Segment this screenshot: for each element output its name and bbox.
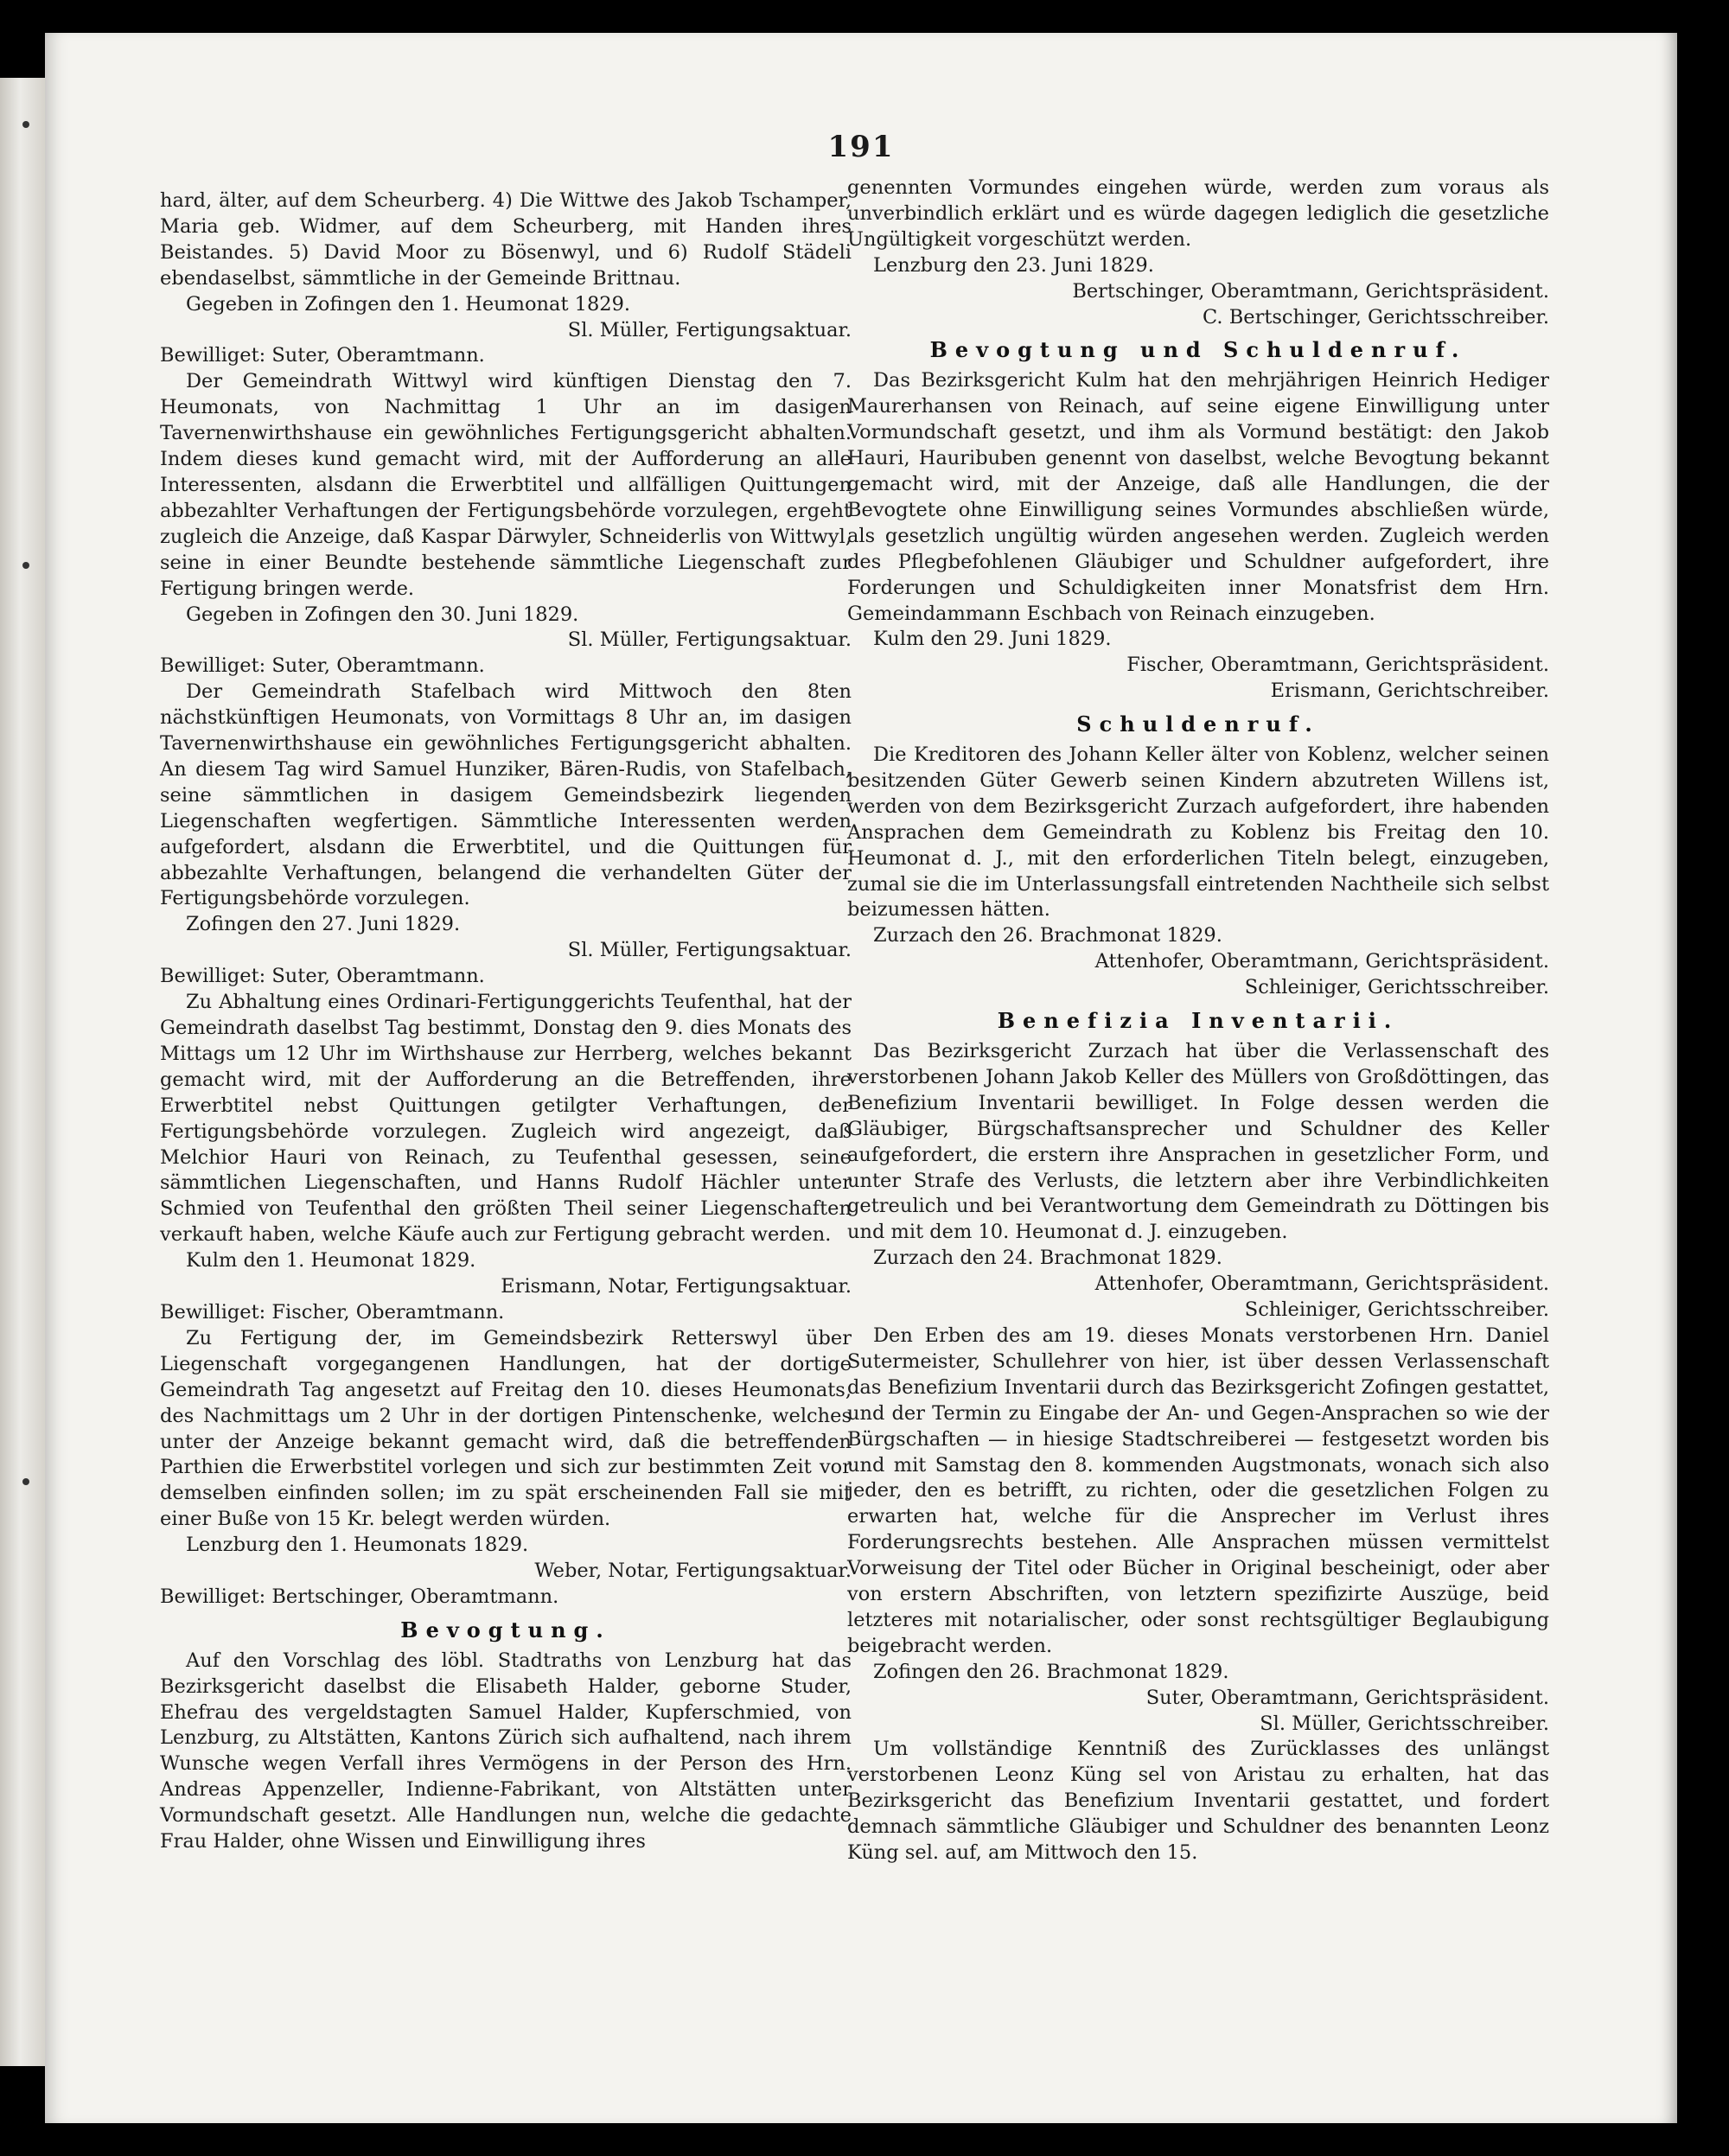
notice-paragraph: Kulm den 1. Heumonat 1829. — [186, 1249, 476, 1273]
signature-line: Attenhofer, Oberamtmann, Gerichtspräsident. — [1094, 1273, 1549, 1296]
notice-paragraph: Lenzburg den 23. Juni 1829. — [873, 253, 1154, 277]
notice-paragraph: Der Gemeindrath Stafelbach wird Mittwoch den 8ten nächstkünftigen Heumonats, von Vormittags 8 Uhr an, im dasigen Tavernenwirthshause ein gewöhnliches Fertigungsgericht abhalten. An diesem Tag wird Samuel Hunziker, Bären-Rudis, von Stafelbach, seine sämmtlichen in dasigem Gemeindsbezirk liegenden Liegenschaften wegfertigen. Sämmtliche Interessenten werden aufgefordert, alsdann die Erwerbtitel, und die Quittungen für abbezahlte Verhaftungen, belangend die verhandelten Güter der Fertigungsbehörde vorzulegen. — [160, 680, 852, 910]
signature-line: Sl. Müller, Gerichtsschreiber. — [1260, 1712, 1549, 1735]
section-heading: Schuldenruf. — [1076, 711, 1320, 737]
newspaper-page — [45, 33, 1677, 2123]
notice-paragraph: Die Kreditoren des Johann Keller älter von Koblenz, welcher seinen besitzenden Güter Gewerb seinen Kindern abzutreten Willens ist, werden von dem Bezirksgericht Zurzach aufgefordert, ihre habenden Ansprachen dem Gemeindrath zu Koblenz bis Freitag den 10. Heumonat d. J., mit den erforderlichen Titeln belegt, einzugeben, zumal sie die im Unterlassungsfall eintretenden Nachtheile sich selbst beizumessen hätten. — [847, 743, 1549, 922]
text-paragraph: Bewilliget: Fischer, Oberamtmann. — [160, 1300, 505, 1324]
notice-paragraph: Gegeben in Zofingen den 1. Heumonat 1829. — [186, 292, 631, 316]
signature-line: Suter, Oberamtmann, Gerichtspräsident. — [1145, 1686, 1549, 1709]
notice-paragraph: Auf den Vorschlag des löbl. Stadtraths von Lenzburg hat das Bezirksgericht daselbst die Elisabeth Halder, geborne Studer, Ehefrau des vergeldstagten Samuel Halder, Kupferschmied, von Lenzburg, zu Altstätten, Kantons Zürich sich aufhaltend, nach ihrem Wunsche wegen Verfall ihres Vermögens in der Person des Hrn. Andreas Appenzeller, Indienne-Fabrikant, von Altstätten unter Vormundschaft gesetzt. Alle Handlungen nun, welche die gedachte Frau Halder, ohne Wissen und Einwilligung ihres — [160, 1649, 852, 1853]
section-heading: Bevogtung. — [400, 1617, 611, 1643]
notice-paragraph: Der Gemeindrath Wittwyl wird künftigen Dienstag den 7. Heumonats, von Nachmittag 1 Uhr an im dasigen Tavernenwirthshause ein gewöhnliches Fertigungsgericht abhalten. Indem dieses kund gemacht wird, mit der Aufforderung an alle Interessenten, alsdann die Erwerbtitel und allfälligen Quittungen abbezahlter Verhaftungen der Fertigungsbehörde vorzulegen, ergeht zugleich die Anzeige, daß Kaspar Därwyler, Schneiderlis von Wittwyl, seine in einer Beundte bestehende sämmtliche Liegenschaft zur Fertigung bringen werde. — [160, 370, 852, 600]
signature-line: C. Bertschinger, Gerichtsschreiber. — [1203, 305, 1549, 329]
notice-paragraph: Das Bezirksgericht Kulm hat den mehrjährigen Heinrich Hediger Maurerhansen von Reinach, auf seine eigene Einwilligung unter Vormundschaft gesetzt, und ihm als Vormund bestätigt: den Jakob Hauri, Hauribuben genennt von daselbst, welche Bevogtung bekannt gemacht wird, mit der Anzeige, daß alle Handlungen, die der Bevogtete ohne Einwilligung seines Vormundes abschließen würde, als gesetzlich ungültig würden angesehen werden. Zugleich werden des Pflegbefohlenen Gläubiger und Schuldner aufgefordert, ihre Forderungen und Schuldigkeiten inner Monatsfrist dem Hrn. Gemeindammann Eschbach von Reinach einzugeben. — [847, 369, 1549, 625]
signature-line: Erismann, Gerichtschreiber. — [1270, 679, 1549, 703]
notice-paragraph: Gegeben in Zofingen den 30. Juni 1829. — [186, 603, 579, 626]
signature-line: Attenhofer, Oberamtmann, Gerichtspräsident. — [1094, 950, 1549, 973]
section-heading: Benefizia Inventarii. — [997, 1008, 1400, 1034]
signature-line: Bertschinger, Oberamtmann, Gerichtspräsident. — [1072, 279, 1549, 303]
signature-line: Erismann, Notar, Fertigungsaktuar. — [501, 1275, 852, 1298]
notice-paragraph: Kulm den 29. Juni 1829. — [873, 628, 1112, 651]
notice-paragraph: Lenzburg den 1. Heumonats 1829. — [186, 1534, 529, 1557]
signature-line: Sl. Müller, Fertigungsaktuar. — [567, 628, 852, 652]
right-column — [847, 175, 1549, 1866]
notice-paragraph: Zofingen den 26. Brachmonat 1829. — [873, 1660, 1229, 1683]
text-paragraph: Bewilliget: Suter, Oberamtmann. — [160, 654, 485, 678]
signature-line: Sl. Müller, Fertigungsaktuar. — [567, 939, 852, 962]
signature-line: Weber, Notar, Fertigungsaktuar. — [534, 1560, 852, 1583]
notice-paragraph: Den Erben des am 19. dieses Monats verstorbenen Hrn. Daniel Sutermeister, Schullehrer von hier, ist über dessen Verlassenschaft das Benefizium Inventarii durch das Bezirksgericht Zofingen gestattet, und der Termin zu Eingabe der An- und Gegen-Ansprachen so wie der Bürgschaften — in hiesige Stadtschreiberei — festgesetzt worden bis und mit Samstag den 8. kommenden Augstmonats, wonach sich also jeder, den es betrifft, zu richten, oder die gesetzlichen Folgen zu erwarten hat, welche für die Ansprecher im Verlust ihres Forderungsrechts bestehen. Alle Ansprachen müssen vermittelst Vorweisung der Titel oder Bücher in Original bescheinigt, oder aber von erstern Abschriften, von letztern spezifizirte Auszüge, beid letzteres mit notarialischer, oder sonst rechtsgültiger Beglaubigung beigebracht werden. — [847, 1324, 1549, 1657]
signature-line: Sl. Müller, Fertigungsaktuar. — [567, 318, 852, 341]
signature-line: Fischer, Oberamtmann, Gerichtspräsident. — [1126, 654, 1549, 677]
notice-paragraph: Um vollständige Kenntniß des Zurücklasses des unlängst verstorbenen Leonz Küng sel von Aristau zu erhalten, hat das Bezirksgericht das Benefizium Inventarii gestattet, und fordert demnach sämmtliche Gläubiger und Schuldner des benannten Leonz Küng sel. auf, am Mittwoch den 15. — [847, 1738, 1549, 1865]
notice-paragraph: Zurzach den 24. Brachmonat 1829. — [873, 1247, 1222, 1270]
notice-paragraph: Zurzach den 26. Brachmonat 1829. — [873, 924, 1222, 947]
signature-line: Schleiniger, Gerichtsschreiber. — [1244, 1298, 1549, 1322]
gutter-mark — [22, 1478, 29, 1485]
text-paragraph: Bewilliget: Suter, Oberamtmann. — [160, 344, 485, 367]
left-column — [160, 188, 852, 1855]
text-paragraph: Bewilliget: Bertschinger, Oberamtmann. — [160, 1585, 559, 1608]
text-paragraph: genennten Vormundes eingehen würde, werden zum voraus als unverbindlich erklärt und es würde dagegen lediglich die gesetzliche Ungültigkeit vorgeschützt werden. — [847, 176, 1549, 251]
notice-paragraph: Das Bezirksgericht Zurzach hat über die Verlassenschaft des verstorbenen Johann Jakob Keller des Müllers von Großdöttingen, das Benefizium Inventarii bewilliget. In Folge dessen werden die Gläubiger, Bürgschaftsansprecher und Schuldner des Keller aufgefordert, die erstern ihre Ansprachen in gesetzlicher Form, und unter Strafe des Verlusts, die letztern aber ihre Verbindlichkeiten getreulich und bei Verantwortung dem Gemeindrath zu Döttingen bis und mit dem 10. Heumonat d. J. einzugeben. — [847, 1040, 1549, 1244]
notice-paragraph: Zu Fertigung der, im Gemeindsbezirk Retterswyl über Liegenschaft vorgegangenen Handlungen, hat der dortige Gemeindrath Tag angesetzt auf Freitag den 10. dieses Heumonats, des Nachmittags um 2 Uhr in der dortigen Pintenschenke, welches unter der Anzeige bekannt gemacht wird, daß die betreffenden Parthien die Erwerbstitel vorlegen und sich zur bestimmten Zeit vor demselben einfinden sollen; im zu spät erscheinenden Fall sie mit einer Buße von 15 Kr. belegt werden würden. — [160, 1326, 852, 1531]
notice-paragraph: Zofingen den 27. Juni 1829. — [186, 913, 461, 936]
text-paragraph: hard, älter, auf dem Scheurberg. 4) Die Wittwe des Jakob Tschamper, Maria geb. Widmer, auf dem Scheurberg, mit Handen ihres Beistandes. 5) David Moor zu Bösenwyl, und 6) Rudolf Städeli ebendaselbst, sämmtliche in der Gemeinde Brittnau. — [160, 189, 852, 290]
gutter-mark — [22, 562, 29, 569]
section-heading: Bevogtung und Schuldenruf. — [929, 337, 1467, 363]
signature-line: Schleiniger, Gerichtsschreiber. — [1244, 976, 1549, 999]
page-number: 191 — [827, 130, 895, 164]
book-gutter — [0, 78, 45, 2066]
text-paragraph: Bewilliget: Suter, Oberamtmann. — [160, 965, 485, 988]
gutter-mark — [22, 121, 29, 128]
notice-paragraph: Zu Abhaltung eines Ordinari-Fertigunggerichts Teufenthal, hat der Gemeindrath daselbst Tag bestimmt, Donstag den 9. dies Monats des Mittags um 12 Uhr im Wirthshause zur Herrberg, welches bekannt gemacht wird, mit der Aufforderung an die Betreffenden, ihre Erwerbtitel nebst Quittungen getilgter Verhaftungen, der Fertigungsbehörde vorzulegen. Zugleich wird angezeigt, daß Melchior Hauri von Reinach, zu Teufenthal gesessen, seine sämmtlichen Liegenschaften, und Hanns Rudolf Hächler unter Schmied von Teufenthal den größten Theil seiner Liegenschaften verkauft haben, welche Käufe auch zur Fertigung gebracht werden. — [160, 991, 852, 1247]
